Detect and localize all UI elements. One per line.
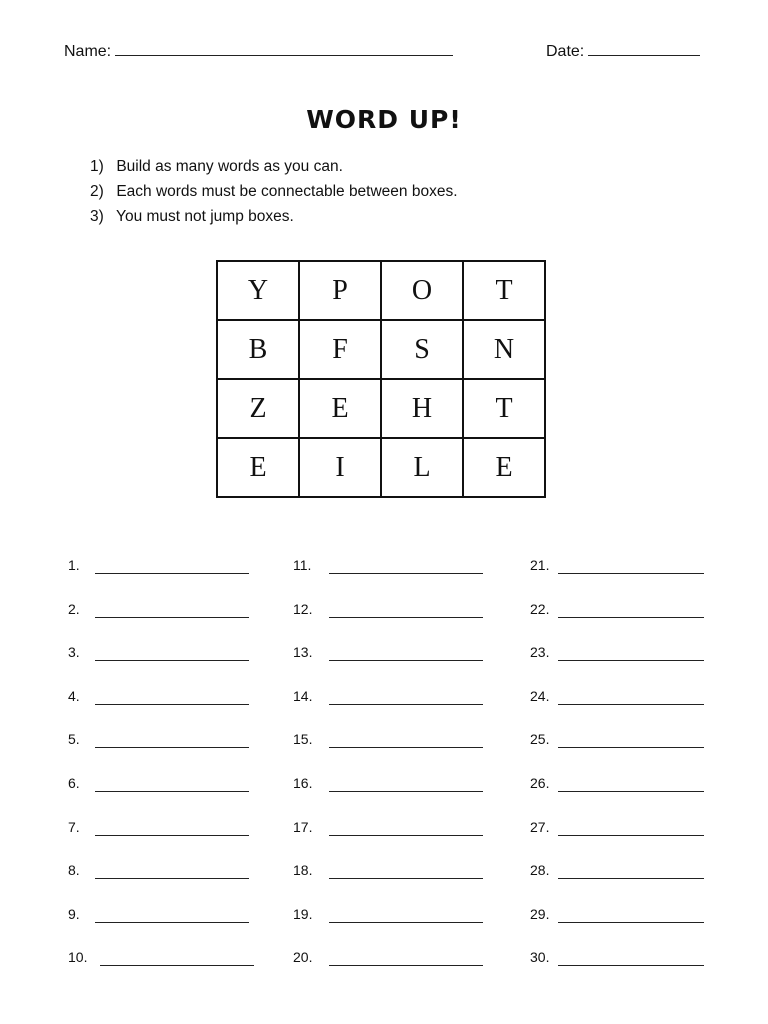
answer-item[interactable]	[530, 644, 704, 664]
grid-cell[interactable]: T	[463, 261, 545, 320]
answer-item[interactable]	[293, 731, 483, 751]
date-blank-line[interactable]	[588, 54, 700, 56]
answer-number: 16.	[293, 775, 313, 791]
answer-item[interactable]	[293, 949, 483, 969]
answer-number: 22.	[530, 600, 550, 617]
answer-blank-line[interactable]	[329, 746, 483, 748]
answer-item[interactable]	[68, 601, 249, 621]
answer-blank-line[interactable]	[558, 616, 704, 618]
answer-number: 18.	[293, 862, 313, 879]
answer-number: 1.	[68, 557, 80, 573]
answer-number: 28.	[530, 862, 550, 879]
answer-blank-line[interactable]	[329, 834, 483, 836]
grid-row	[217, 261, 545, 320]
date-label: Date:	[546, 43, 585, 60]
answer-number: 26.	[530, 775, 550, 791]
answer-number: 23.	[530, 644, 550, 661]
answer-number: 14.	[293, 687, 313, 704]
answer-blank-line[interactable]	[558, 834, 704, 836]
answer-blank-line[interactable]	[95, 746, 249, 748]
answer-blank-line[interactable]	[329, 659, 483, 661]
answer-blank-line[interactable]	[558, 877, 704, 879]
answer-number: 17.	[293, 818, 313, 835]
answer-blank-line[interactable]	[95, 834, 249, 836]
answer-blank-line[interactable]	[95, 790, 249, 792]
answer-item[interactable]	[68, 906, 249, 926]
letter-grid	[216, 260, 546, 498]
answer-blank-line[interactable]	[329, 964, 483, 966]
answer-item[interactable]	[530, 601, 704, 621]
rule-number: 3)	[90, 208, 104, 225]
answer-item[interactable]	[530, 731, 704, 751]
grid-cell[interactable]: B	[217, 320, 299, 379]
grid-cell[interactable]: N	[463, 320, 545, 379]
rule-number: 2)	[90, 183, 104, 200]
grid-row	[217, 379, 545, 438]
answer-item[interactable]	[293, 906, 483, 926]
answer-blank-line[interactable]	[95, 659, 249, 661]
answer-item[interactable]	[68, 644, 249, 664]
answer-item[interactable]	[293, 644, 483, 664]
answer-number: 12.	[293, 600, 313, 617]
answer-number: 7.	[68, 818, 80, 835]
answer-number: 29.	[530, 905, 550, 922]
rule-text: You must not jump boxes.	[116, 208, 294, 225]
answer-item[interactable]	[68, 688, 249, 708]
rule-number: 1)	[90, 158, 104, 175]
answer-blank-line[interactable]	[558, 964, 704, 966]
rule-text: Each words must be connectable between boxes.	[116, 183, 458, 200]
answer-blank-line[interactable]	[558, 746, 704, 748]
grid-cell[interactable]: I	[299, 438, 381, 497]
answer-number: 8.	[68, 862, 80, 879]
answer-blank-line[interactable]	[329, 703, 483, 705]
answer-item[interactable]	[68, 775, 249, 795]
answer-item[interactable]	[530, 688, 704, 708]
answer-number: 30.	[530, 949, 550, 966]
rules-list	[90, 157, 458, 232]
grid-cell[interactable]: T	[463, 379, 545, 438]
grid-cell[interactable]: S	[381, 320, 463, 379]
answer-number: 13.	[293, 644, 313, 661]
answer-number: 11.	[293, 557, 312, 573]
grid-cell[interactable]: P	[299, 261, 381, 320]
answer-blank-line[interactable]	[95, 921, 249, 923]
grid-row	[217, 320, 545, 379]
grid-cell[interactable]: E	[463, 438, 545, 497]
grid-cell[interactable]: O	[381, 261, 463, 320]
answer-blank-line[interactable]	[329, 790, 483, 792]
answer-blank-line[interactable]	[558, 790, 704, 792]
answer-item[interactable]	[293, 601, 483, 621]
answer-item[interactable]	[530, 775, 704, 795]
answer-blank-line[interactable]	[558, 703, 704, 705]
answer-blank-line[interactable]	[558, 659, 704, 661]
answer-blank-line[interactable]	[95, 703, 249, 705]
grid-cell[interactable]: Z	[217, 379, 299, 438]
answer-item[interactable]	[293, 557, 483, 577]
answer-blank-line[interactable]	[329, 572, 483, 574]
answer-item[interactable]	[68, 731, 249, 751]
answer-item[interactable]	[293, 819, 483, 839]
answer-item[interactable]	[293, 862, 483, 882]
answer-item[interactable]	[530, 557, 704, 577]
answer-blank-line[interactable]	[329, 616, 483, 618]
answer-number: 19.	[293, 905, 313, 922]
answer-number: 2.	[68, 600, 80, 617]
answer-number: 5.	[68, 731, 80, 748]
grid-row	[217, 438, 545, 497]
grid-cell[interactable]: E	[299, 379, 381, 438]
answer-number: 3.	[68, 644, 80, 661]
name-blank-line[interactable]	[115, 54, 453, 56]
grid-cell[interactable]: E	[217, 438, 299, 497]
answer-item[interactable]	[68, 862, 249, 882]
answer-item[interactable]	[293, 688, 483, 708]
grid-cell[interactable]: L	[381, 438, 463, 497]
worksheet-title: WORD UP!	[306, 105, 462, 134]
answer-blank-line[interactable]	[95, 616, 249, 618]
date-field[interactable]	[546, 43, 700, 61]
name-field[interactable]	[64, 43, 453, 61]
answer-blank-line[interactable]	[329, 877, 483, 879]
rule-item	[90, 182, 458, 207]
answer-number: 25.	[530, 731, 550, 748]
grid-cell[interactable]: Y	[217, 261, 299, 320]
answer-number: 27.	[530, 818, 550, 835]
answer-number: 9.	[68, 905, 80, 922]
answer-number: 21.	[530, 557, 550, 573]
answer-blank-line[interactable]	[95, 877, 249, 879]
answer-item[interactable]	[530, 949, 704, 969]
grid-cell[interactable]: H	[381, 379, 463, 438]
answer-blank-line[interactable]	[95, 572, 249, 574]
answer-blank-line[interactable]	[100, 964, 254, 966]
name-label: Name:	[64, 43, 112, 60]
rule-item	[90, 157, 458, 182]
answer-item[interactable]	[68, 819, 249, 839]
answer-number: 24.	[530, 687, 550, 704]
answer-blank-line[interactable]	[558, 921, 704, 923]
answer-item[interactable]	[68, 949, 249, 969]
answer-blank-line[interactable]	[558, 572, 704, 574]
answer-number: 4.	[68, 687, 80, 704]
grid-cell[interactable]: F	[299, 320, 381, 379]
answer-item[interactable]	[530, 819, 704, 839]
answer-item[interactable]	[530, 906, 704, 926]
rule-item	[90, 207, 458, 232]
answer-blank-line[interactable]	[329, 921, 483, 923]
answer-item[interactable]	[68, 557, 249, 577]
answer-number: 6.	[68, 775, 80, 791]
answer-number: 20.	[293, 949, 313, 966]
rule-text: Build as many words as you can.	[116, 158, 343, 175]
answer-number: 15.	[293, 731, 313, 748]
answer-item[interactable]	[530, 862, 704, 882]
answer-item[interactable]	[293, 775, 483, 795]
answer-number: 10.	[68, 949, 88, 966]
